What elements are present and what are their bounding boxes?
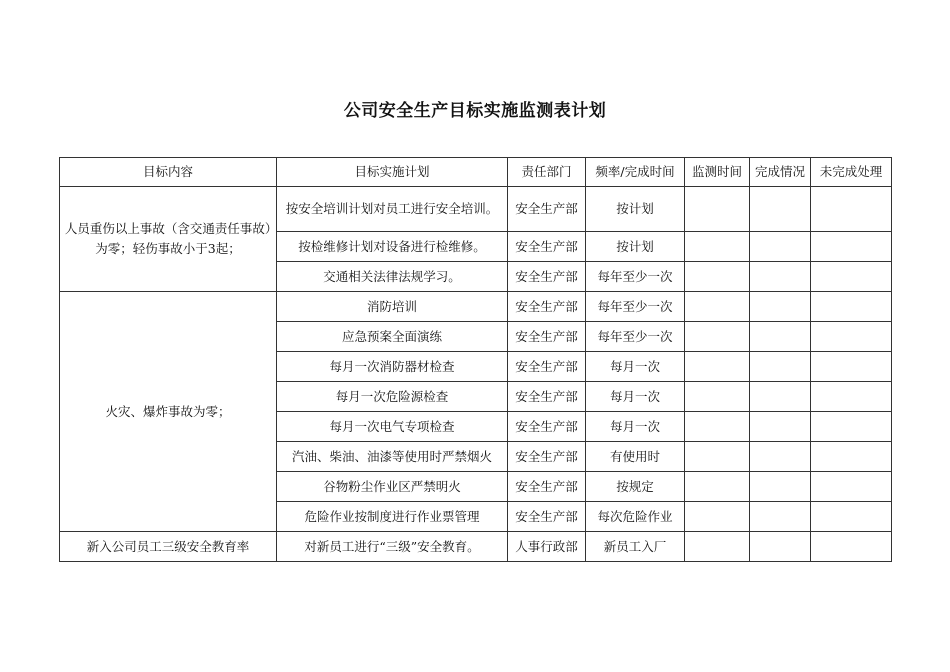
freq-cell: 每年至少一次 (586, 292, 685, 322)
goal-cell: 火灾、爆炸事故为零； (60, 292, 277, 532)
monitor-cell (685, 502, 750, 532)
dept-cell: 安全生产部 (508, 232, 586, 262)
freq-cell: 每年至少一次 (586, 262, 685, 292)
freq-cell: 每月一次 (586, 382, 685, 412)
freq-cell: 每次危险作业 (586, 502, 685, 532)
header-dept: 责任部门 (508, 158, 586, 187)
header-plan: 目标实施计划 (277, 158, 508, 187)
monitoring-plan-table (59, 157, 892, 562)
status-cell (750, 382, 811, 412)
dept-cell: 安全生产部 (508, 292, 586, 322)
dept-cell: 人事行政部 (508, 532, 586, 562)
goal-cell: 人员重伤以上事故（含交通责任事故）为零；轻伤事故小于3起； (60, 187, 277, 292)
dept-cell: 安全生产部 (508, 442, 586, 472)
status-cell (750, 262, 811, 292)
freq-cell: 每月一次 (586, 412, 685, 442)
status-cell (750, 292, 811, 322)
table-row (60, 187, 892, 232)
status-cell (750, 412, 811, 442)
monitor-cell (685, 262, 750, 292)
header-monitor: 监测时间 (685, 158, 750, 187)
monitor-cell (685, 442, 750, 472)
handling-cell (811, 412, 892, 442)
monitor-cell (685, 187, 750, 232)
monitor-cell (685, 322, 750, 352)
freq-cell: 按计划 (586, 187, 685, 232)
plan-cell: 按检维修计划对设备进行检维修。 (277, 232, 508, 262)
handling-cell (811, 352, 892, 382)
handling-cell (811, 187, 892, 232)
table-header-row (60, 158, 892, 187)
plan-cell: 交通相关法律法规学习。 (277, 262, 508, 292)
status-cell (750, 322, 811, 352)
header-goal: 目标内容 (60, 158, 277, 187)
status-cell (750, 442, 811, 472)
plan-cell: 消防培训 (277, 292, 508, 322)
plan-cell: 每月一次消防器材检查 (277, 352, 508, 382)
monitor-cell (685, 232, 750, 262)
monitor-cell (685, 532, 750, 562)
freq-cell: 新员工入厂 (586, 532, 685, 562)
handling-cell (811, 442, 892, 472)
monitor-cell (685, 412, 750, 442)
status-cell (750, 532, 811, 562)
plan-cell: 按安全培训计划对员工进行安全培训。 (277, 187, 508, 232)
header-freq: 频率/完成时间 (586, 158, 685, 187)
freq-cell: 每月一次 (586, 352, 685, 382)
table-row (60, 292, 892, 322)
handling-cell (811, 382, 892, 412)
monitor-cell (685, 292, 750, 322)
status-cell (750, 472, 811, 502)
dept-cell: 安全生产部 (508, 187, 586, 232)
plan-cell: 汽油、柴油、油漆等使用时严禁烟火 (277, 442, 508, 472)
dept-cell: 安全生产部 (508, 382, 586, 412)
status-cell (750, 352, 811, 382)
dept-cell: 安全生产部 (508, 472, 586, 502)
dept-cell: 安全生产部 (508, 262, 586, 292)
header-handling: 未完成处理 (811, 158, 892, 187)
freq-cell: 按计划 (586, 232, 685, 262)
handling-cell (811, 262, 892, 292)
plan-cell: 对新员工进行“三级”安全教育。 (277, 532, 508, 562)
dept-cell: 安全生产部 (508, 322, 586, 352)
handling-cell (811, 292, 892, 322)
plan-cell: 危险作业按制度进行作业票管理 (277, 502, 508, 532)
plan-cell: 谷物粉尘作业区严禁明火 (277, 472, 508, 502)
handling-cell (811, 322, 892, 352)
freq-cell: 每年至少一次 (586, 322, 685, 352)
monitor-cell (685, 352, 750, 382)
dept-cell: 安全生产部 (508, 502, 586, 532)
document-title: 公司安全生产目标实施监测表计划 (343, 101, 607, 121)
handling-cell (811, 472, 892, 502)
freq-cell: 有使用时 (586, 442, 685, 472)
freq-cell: 按规定 (586, 472, 685, 502)
plan-cell: 应急预案全面演练 (277, 322, 508, 352)
monitor-cell (685, 382, 750, 412)
goal-cell: 新入公司员工三级安全教育率 (60, 532, 277, 562)
status-cell (750, 187, 811, 232)
dept-cell: 安全生产部 (508, 352, 586, 382)
monitor-cell (685, 472, 750, 502)
plan-cell: 每月一次电气专项检查 (277, 412, 508, 442)
dept-cell: 安全生产部 (508, 412, 586, 442)
handling-cell (811, 502, 892, 532)
handling-cell (811, 232, 892, 262)
table-row (60, 532, 892, 562)
plan-cell: 每月一次危险源检查 (277, 382, 508, 412)
status-cell (750, 502, 811, 532)
status-cell (750, 232, 811, 262)
header-status: 完成情况 (750, 158, 811, 187)
handling-cell (811, 532, 892, 562)
